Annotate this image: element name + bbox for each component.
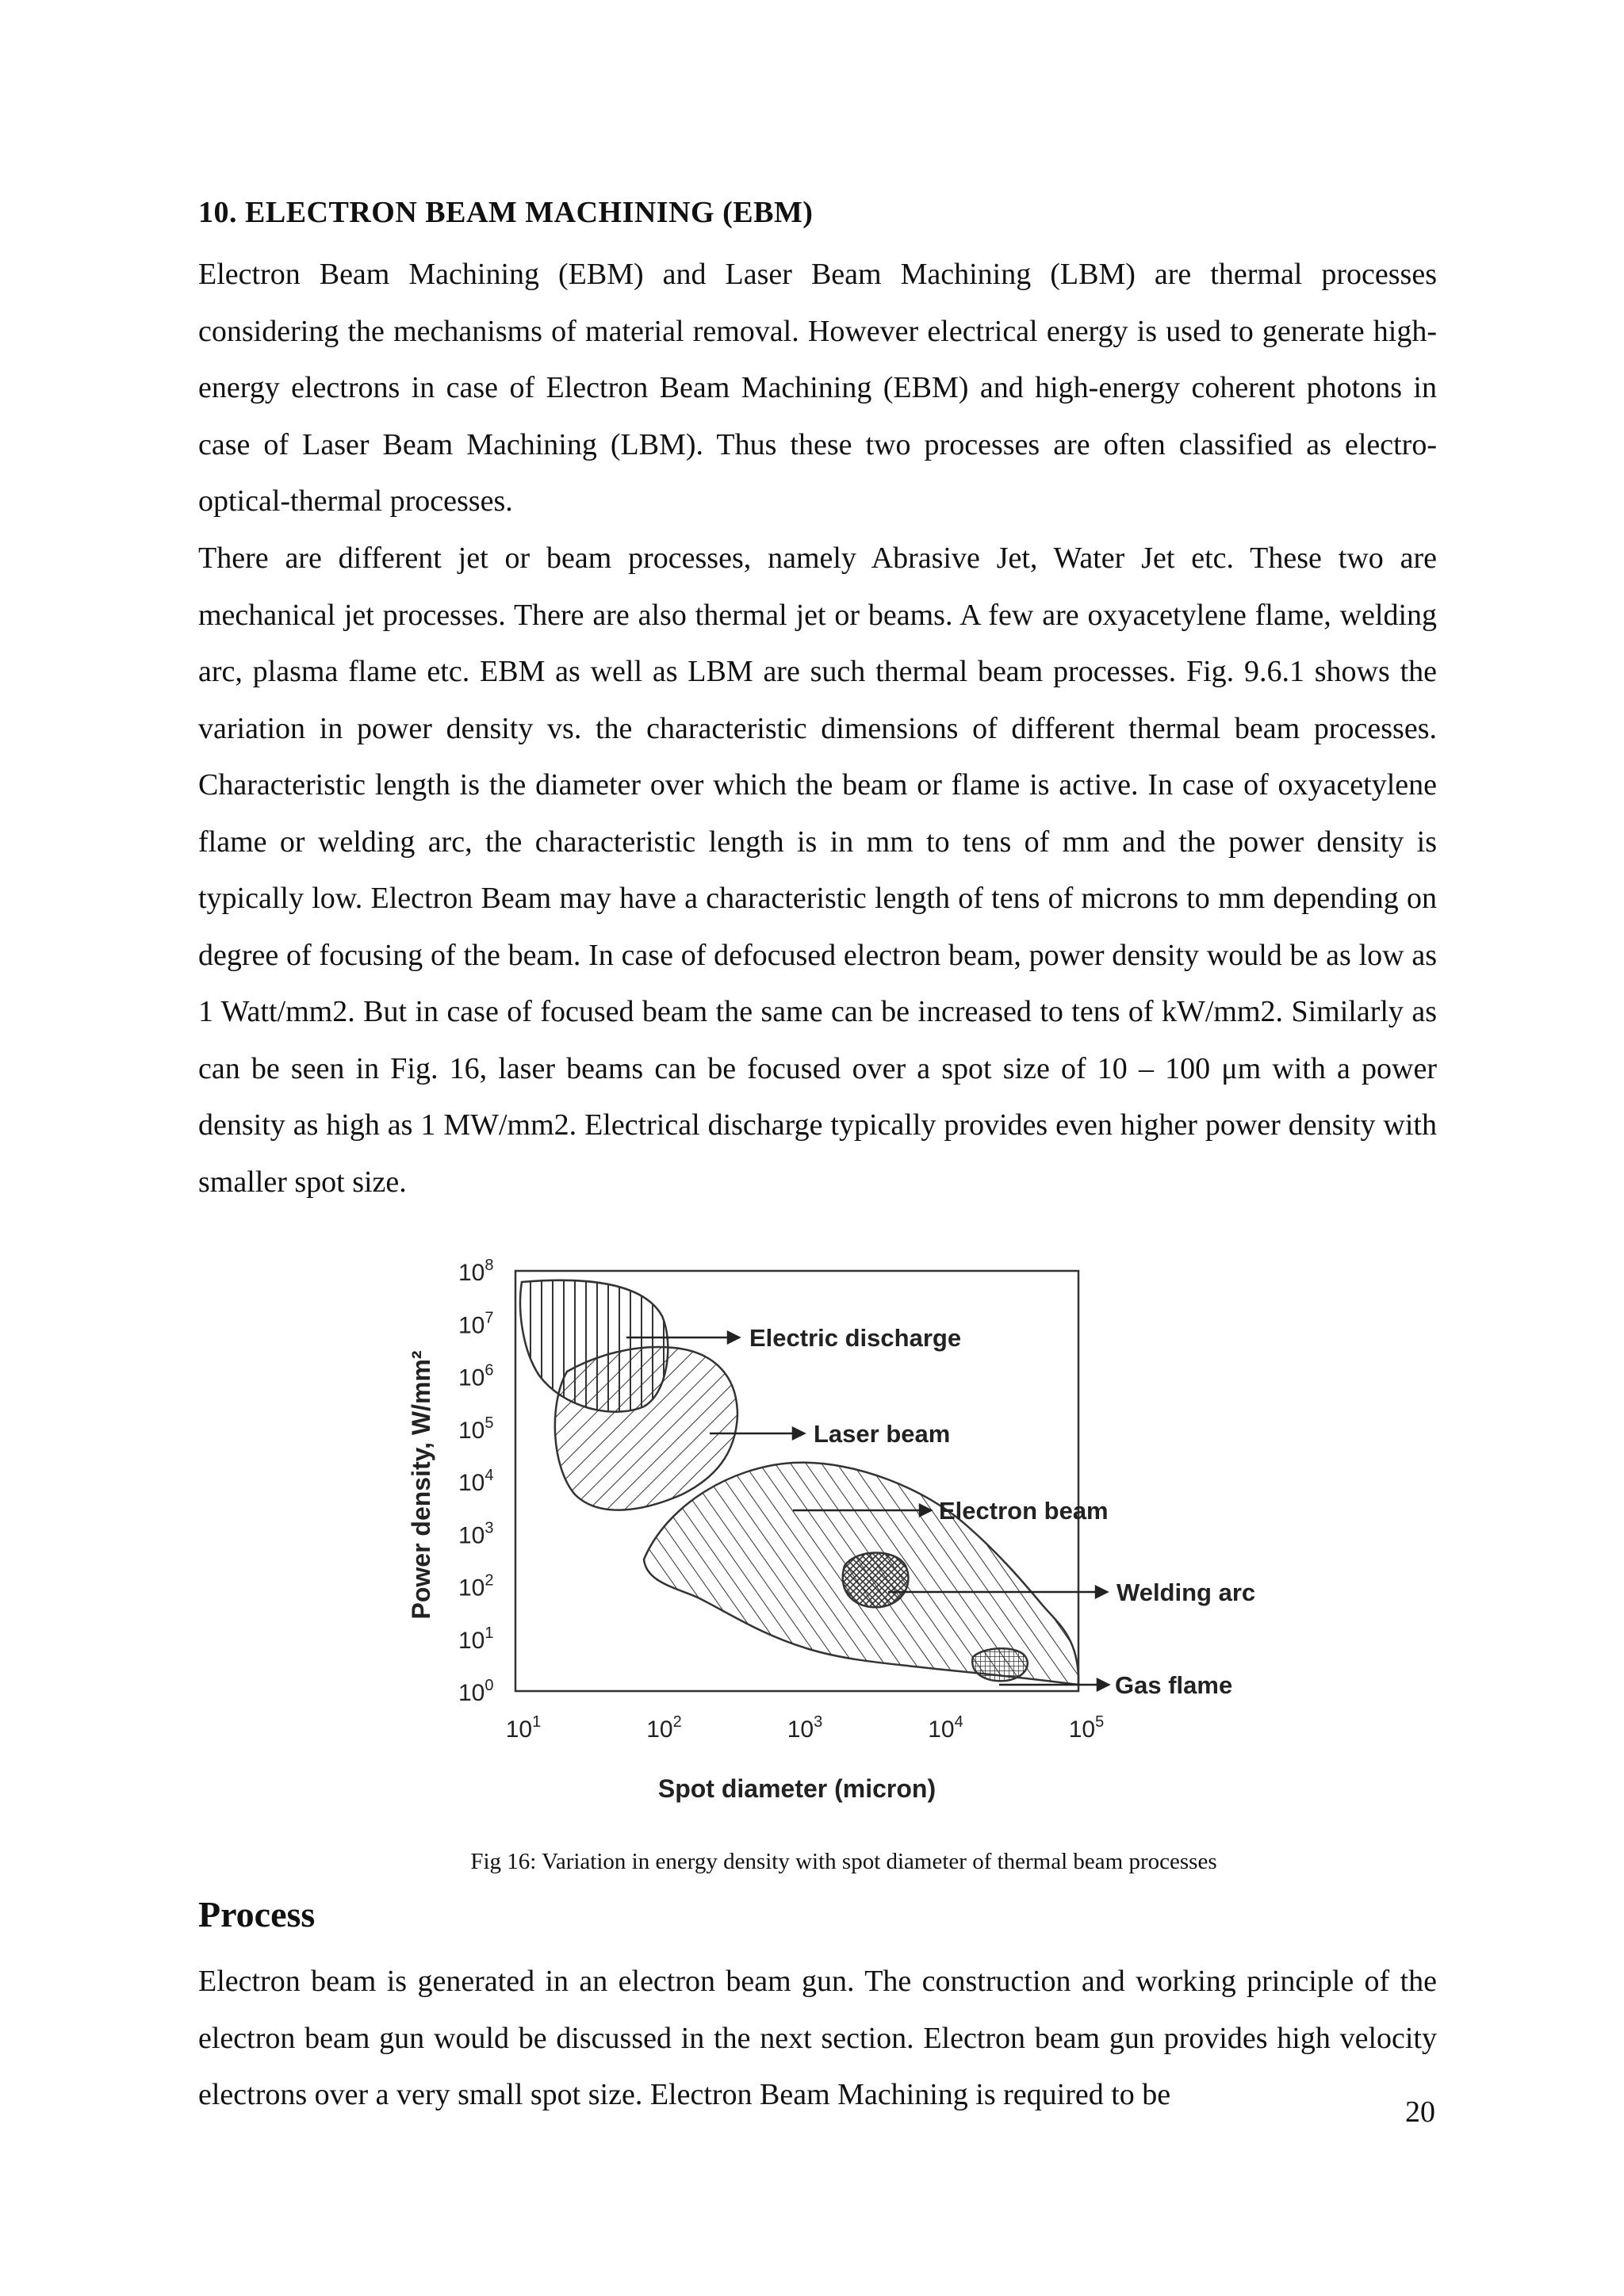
x-tick-1: $10^2$: [646, 1713, 682, 1743]
label-laser-beam: Laser beam: [814, 1420, 951, 1448]
figure-caption: Fig 16: Variation in energy density with spot diameter of thermal beam processes: [470, 1849, 1217, 1874]
region-gas-flame: [972, 1648, 1028, 1681]
section-title-process: Process: [198, 1894, 316, 1934]
label-electron-beam: Electron beam: [939, 1497, 1109, 1525]
x-axis-label: Spot diameter (micron): [657, 1774, 936, 1803]
y-tick-8: $10^8$: [458, 1257, 494, 1286]
paragraph-process: Electron beam is generated in an electron beam gun. The construction and working principle of the electron beam gun would be discussed in the next section. Electron beam gun provides high velocity electrons over a very small spot size. Electron Beam Machining is required to be: [198, 1965, 1437, 2111]
region-welding-arc: [843, 1553, 909, 1608]
region-laser-beam: [555, 1347, 737, 1510]
y-tick-1: $10^1$: [458, 1624, 494, 1654]
label-electric-discharge: Electric discharge: [749, 1324, 962, 1352]
y-tick-labels: [458, 1257, 494, 1706]
y-tick-5: $10^5$: [458, 1414, 494, 1444]
figure-power-density-chart: [381, 1233, 1300, 1820]
y-tick-3: $10^3$: [458, 1519, 494, 1549]
x-tick-4: $10^5$: [1068, 1713, 1105, 1743]
page-number: 20: [1405, 2095, 1435, 2129]
section-heading: 10. ELECTRON BEAM MACHINING (EBM): [198, 196, 814, 229]
y-tick-6: $10^6$: [458, 1361, 494, 1391]
y-tick-7: $10^7$: [458, 1309, 494, 1339]
x-tick-0: $10^1$: [505, 1713, 542, 1743]
y-tick-0: $10^0$: [458, 1677, 494, 1706]
y-tick-2: $10^2$: [458, 1571, 494, 1601]
x-tick-3: $10^4$: [928, 1713, 963, 1743]
label-gas-flame: Gas flame: [1115, 1671, 1233, 1699]
label-welding-arc: Welding arc: [1116, 1578, 1256, 1606]
y-tick-4: $10^4$: [458, 1467, 494, 1496]
paragraph-intro: Electron Beam Machining (EBM) and Laser Beam Machining (LBM) are thermal processes considering the mechanisms of material removal. However electrical energy is used to generate high-energy electrons in case of Electron Beam Machining (EBM) and high-energy coherent photons in case of Laser Beam Machining (LBM). Thus these two processes are often classified as electro-optical-thermal processes.: [198, 258, 1437, 518]
paragraph-beam-processes: There are different jet or beam processes, namely Abrasive Jet, Water Jet etc. These two are mechanical jet processes. There are also thermal jet or beams. A few are oxyacetylene flame, welding arc, plasma flame etc. EBM as well as LBM are such thermal beam processes. Fig. 9.6.1 shows the variation in power density vs. the characteristic dimensions of different thermal beam processes. Characteristic length is the diameter over which the beam or flame is active. In case of oxyacetylene flame or welding arc, the characteristic length is in mm to tens of mm and the power density is typically low. Electron Beam may have a characteristic length of tens of microns to mm depending on degree of focusing of the beam. In case of defocused electron beam, power density would be as low as 1 Watt/mm2. But in case of focused beam the same can be increased to tens of kW/mm2. Similarly as can be seen in Fig. 16, laser beams can be focused over a spot size of 10 – 100 μm with a power density as high as 1 MW/mm2. Electrical discharge typically provides even higher power density with smaller spot size.: [198, 541, 1437, 1199]
y-axis-label: Power density, W/mm²: [407, 1350, 435, 1620]
chart-svg: [381, 1233, 1300, 1820]
x-tick-labels: [506, 1713, 1105, 1743]
x-tick-2: $10^3$: [787, 1713, 823, 1743]
